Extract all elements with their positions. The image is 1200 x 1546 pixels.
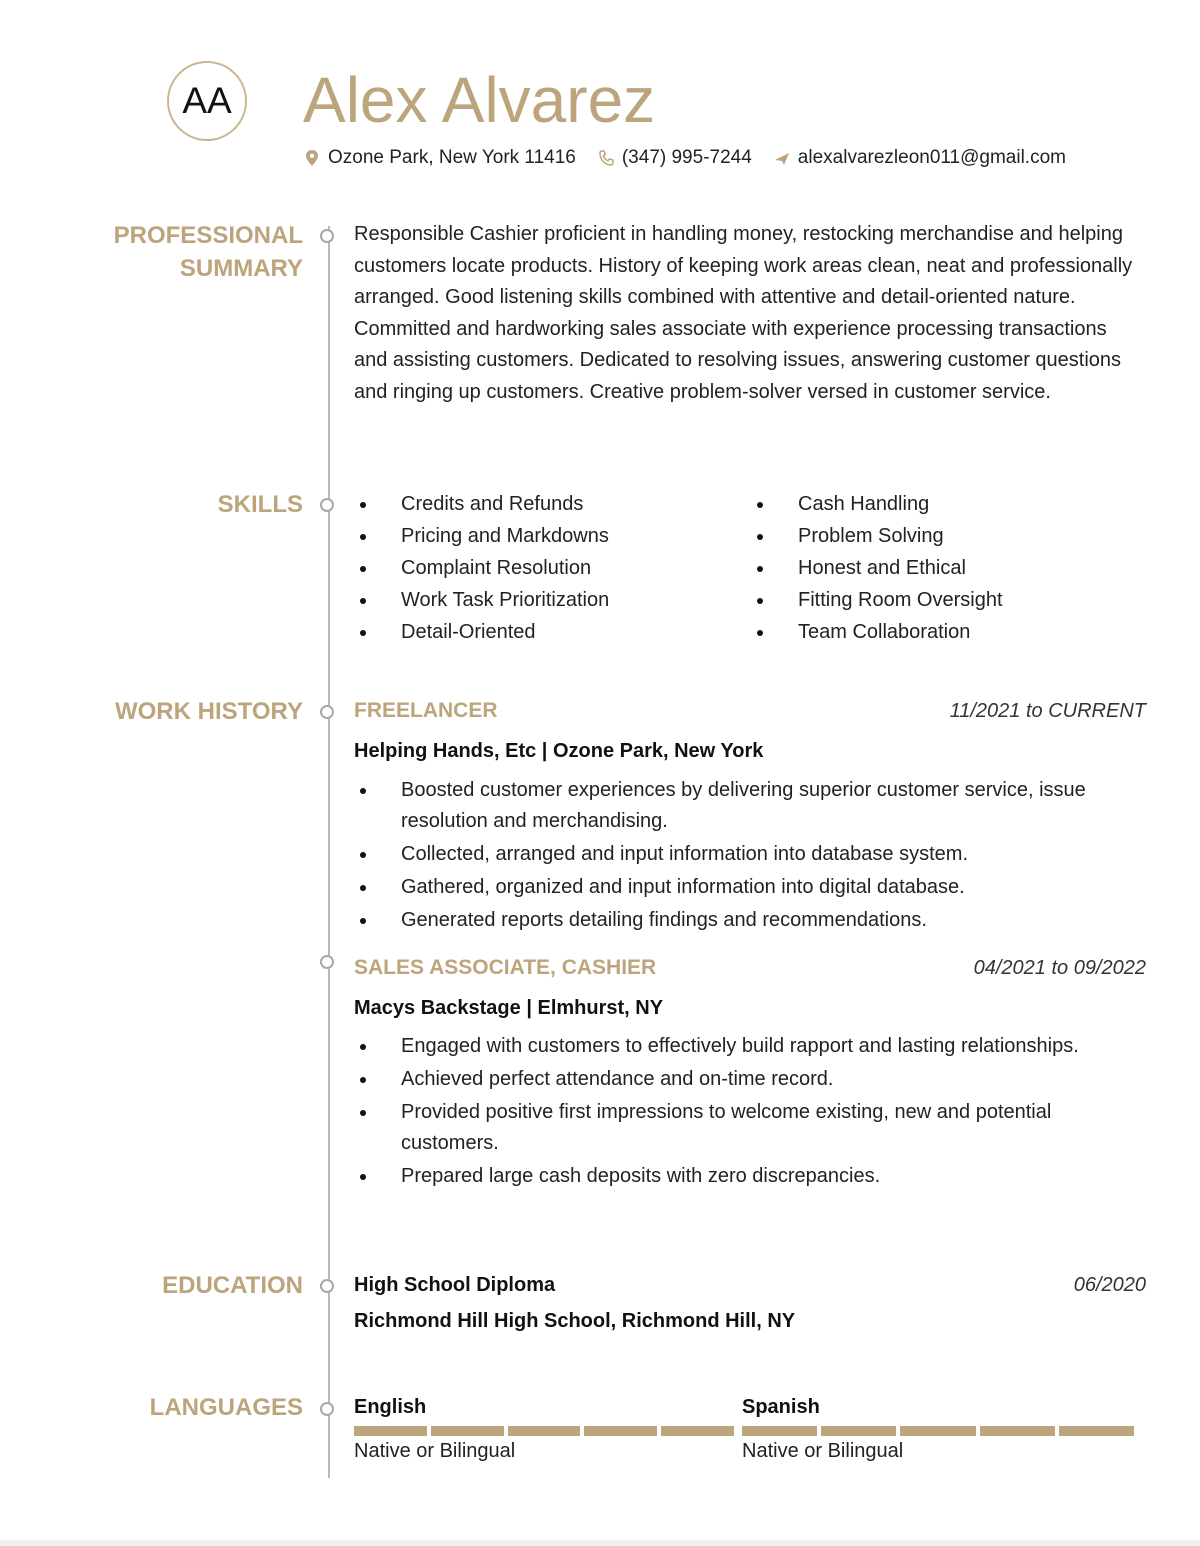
proficiency-segment [742, 1426, 817, 1436]
language-item-english [354, 1393, 734, 1464]
proficiency-segment [584, 1426, 657, 1436]
language-level: Native or Bilingual [354, 1440, 516, 1462]
skill-item: Cash Handling [751, 488, 1003, 520]
send-icon [774, 149, 790, 167]
email-text: alexalvarezleon011@gmail.com [797, 147, 1066, 168]
section-title-line: PROFESSIONAL [113, 222, 303, 249]
monogram-initials: AA [182, 80, 232, 121]
skill-item: Pricing and Markdowns [354, 520, 609, 552]
page-bottom-edge [0, 1540, 1200, 1546]
skill-item: Problem Solving [751, 520, 1003, 552]
language-name: Spanish [742, 1396, 820, 1418]
education-school: Richmond Hill High School, Richmond Hill, NY [354, 1310, 796, 1332]
job-bullet: Boosted customer experiences by delivering superior customer service, issue resolution and merchandising. [354, 775, 1134, 837]
language-level: Native or Bilingual [742, 1440, 904, 1462]
timeline-node-skills [320, 498, 334, 512]
job-bullet-list [354, 1031, 1134, 1194]
job-bullet: Engaged with customers to effectively build rapport and lasting relationships. [354, 1031, 1134, 1062]
job-bullet: Generated reports detailing findings and recommendations. [354, 905, 1134, 936]
candidate-name: Alex Alvarez [303, 64, 656, 136]
timeline-node-job-2 [320, 955, 334, 969]
language-proficiency-bar [354, 1426, 734, 1436]
contact-phone [598, 147, 752, 169]
timeline-node-summary [320, 229, 334, 243]
contact-info [304, 145, 1066, 171]
job-company: Macys Backstage | Elmhurst, NY [354, 997, 664, 1019]
job-title: SALES ASSOCIATE, CASHIER [354, 956, 657, 979]
job-dates: 04/2021 to 09/2022 [973, 957, 1146, 979]
skill-item: Detail-Oriented [354, 616, 609, 648]
skill-item: Credits and Refunds [354, 488, 609, 520]
job-bullet: Achieved perfect attendance and on-time record. [354, 1064, 1134, 1095]
timeline-node-education [320, 1279, 334, 1293]
section-title-languages: LANGUAGES [149, 1394, 303, 1421]
section-title-professional-summary [114, 219, 303, 285]
proficiency-segment [980, 1426, 1055, 1436]
phone-icon [598, 149, 614, 167]
job-bullet: Provided positive first impressions to welcome existing, new and potential customers. [354, 1097, 1134, 1159]
language-name: English [354, 1396, 427, 1418]
proficiency-segment [900, 1426, 975, 1436]
section-title-work-history: WORK HISTORY [114, 698, 303, 725]
language-item-spanish [742, 1393, 1134, 1464]
summary-text: Responsible Cashier proficient in handling money, restocking merchandise and helping customers locate products. History of keeping work areas clean, neat and professionally arranged. Good listening skills combined with attentive and detail-oriented nature. Committed and hardworking sales associate with experience processing transactions and assisting customers. Dedicated to resolving issues, answering customer questions and ringing up customers. Creative problem-solver versed in customer service. [354, 223, 1133, 403]
contact-address [304, 147, 576, 169]
skill-item: Complaint Resolution [354, 552, 609, 584]
proficiency-segment [821, 1426, 896, 1436]
proficiency-segment [1059, 1426, 1134, 1436]
job-company: Helping Hands, Etc | Ozone Park, New York [354, 740, 764, 762]
timeline-node-languages [320, 1402, 334, 1416]
section-title-education: EDUCATION [162, 1272, 303, 1299]
monogram-badge [167, 61, 247, 141]
job-title: FREELANCER [354, 699, 498, 722]
skill-item: Fitting Room Oversight [751, 584, 1003, 616]
skill-item: Work Task Prioritization [354, 584, 609, 616]
proficiency-segment [431, 1426, 504, 1436]
language-proficiency-bar [742, 1426, 1134, 1436]
proficiency-segment [354, 1426, 427, 1436]
proficiency-segment [661, 1426, 734, 1436]
skill-item: Team Collaboration [751, 616, 1003, 648]
skills-list-left [354, 488, 609, 648]
education-date: 06/2020 [1073, 1274, 1146, 1296]
timeline-node-work-history [320, 705, 334, 719]
job-dates: 11/2021 to CURRENT [949, 700, 1146, 722]
skills-list-right [751, 488, 1003, 648]
job-bullet: Collected, arranged and input information into database system. [354, 839, 1134, 870]
proficiency-segment [508, 1426, 581, 1436]
job-bullet: Prepared large cash deposits with zero discrepancies. [354, 1161, 1134, 1192]
skill-item: Honest and Ethical [751, 552, 1003, 584]
education-degree: High School Diploma [354, 1274, 556, 1296]
job-bullet: Gathered, organized and input information into digital database. [354, 872, 1134, 903]
section-title-skills: SKILLS [217, 491, 303, 518]
section-title-line: SUMMARY [179, 255, 303, 282]
location-pin-icon [304, 149, 320, 167]
address-text: Ozone Park, New York 11416 [328, 147, 576, 168]
contact-email [774, 147, 1066, 169]
phone-text: (347) 995-7244 [621, 147, 752, 168]
job-bullet-list [354, 775, 1134, 938]
